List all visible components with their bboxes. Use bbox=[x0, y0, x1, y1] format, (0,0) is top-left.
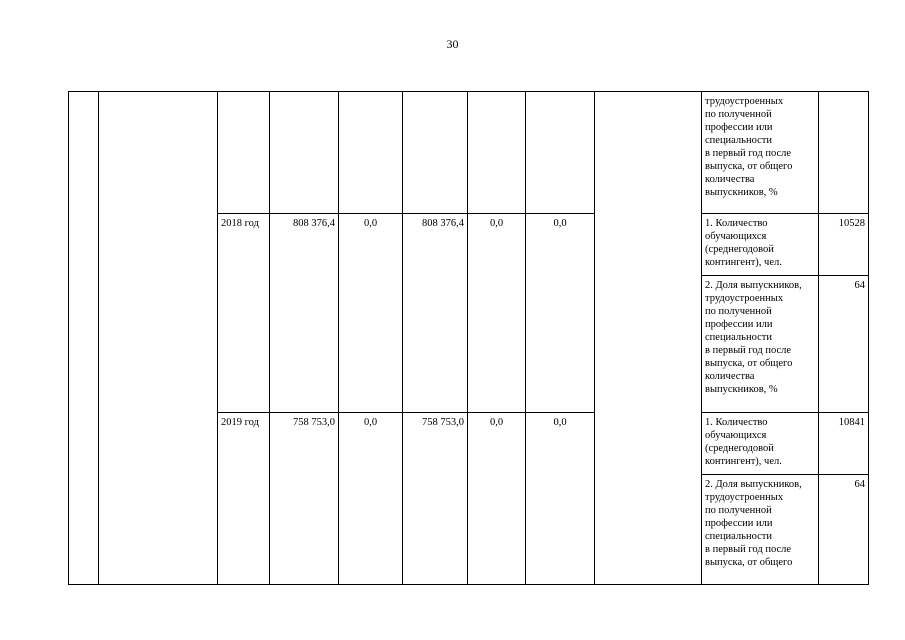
cell-indicator-value: 10528 bbox=[819, 214, 869, 276]
cell-col1: 0,0 bbox=[339, 214, 403, 413]
cell-total bbox=[270, 92, 339, 214]
cell-col2 bbox=[403, 92, 468, 214]
page-number: 30 bbox=[446, 37, 459, 51]
cell-indicator: 2. Доля выпускников, трудоустроенных по полученной профессии или специальности в первый год после выпуска, от общего количества выпускников, % bbox=[702, 276, 819, 413]
cell-col3 bbox=[468, 92, 526, 214]
cell-number bbox=[69, 92, 99, 585]
cell-col4 bbox=[526, 92, 595, 214]
cell-col3: 0,0 bbox=[468, 214, 526, 413]
cell-indicator-value: 64 bbox=[819, 276, 869, 413]
cell-indicator-value: 10841 bbox=[819, 413, 869, 475]
cell-col3: 0,0 bbox=[468, 413, 526, 585]
cell-year: 2018 год bbox=[218, 214, 270, 413]
cell-indicator: трудоустроенных по полученной профессии или специальности в первый год после выпуска, от общего количества выпускников, % bbox=[702, 92, 819, 214]
cell-indicator-value bbox=[819, 92, 869, 214]
cell-indicator: 2. Доля выпускников, трудоустроенных по полученной профессии или специальности в первый год после выпуска, от общего bbox=[702, 475, 819, 585]
cell-col1: 0,0 bbox=[339, 413, 403, 585]
cell-col2: 808 376,4 bbox=[403, 214, 468, 413]
cell-col1 bbox=[339, 92, 403, 214]
cell-col2: 758 753,0 bbox=[403, 413, 468, 585]
cell-year bbox=[218, 92, 270, 214]
cell-col4: 0,0 bbox=[526, 413, 595, 585]
cell-total: 808 376,4 bbox=[270, 214, 339, 413]
table-row bbox=[69, 92, 869, 214]
cell-indicator: 1. Количество обучающихся (среднегодовой контингент), чел. bbox=[702, 413, 819, 475]
cell-year: 2019 год bbox=[218, 413, 270, 585]
cell-col4: 0,0 bbox=[526, 214, 595, 413]
cell-total: 758 753,0 bbox=[270, 413, 339, 585]
cell-indicator-value: 64 bbox=[819, 475, 869, 585]
cell-name bbox=[99, 92, 218, 585]
data-table bbox=[68, 91, 869, 585]
cell-executor bbox=[595, 92, 702, 585]
cell-indicator: 1. Количество обучающихся (среднегодовой контингент), чел. bbox=[702, 214, 819, 276]
